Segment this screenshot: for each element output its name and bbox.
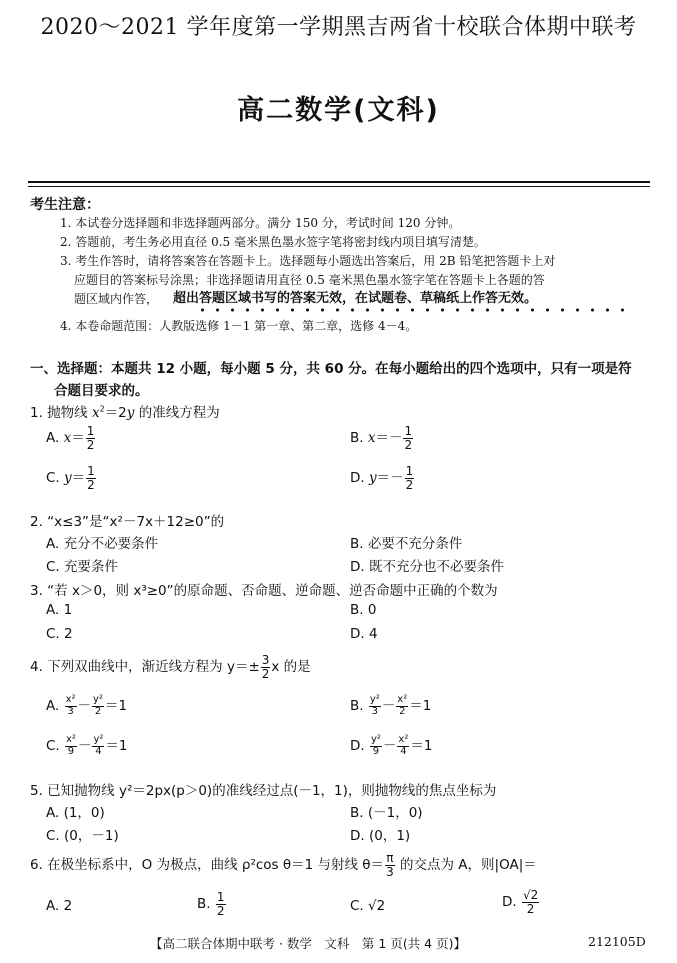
notice-title: 考生注意： bbox=[30, 197, 100, 213]
question-4-option-b: B. $\frac{\text{y²}}{3}$ － $\frac{\text{x²}}{2}$ ＝1 bbox=[350, 694, 432, 717]
notice-item-3-cont: 应题目的答案标号涂黑；非选择题请用直径 0.5 毫米黑色墨水签字笔在答题卡上各题的答 bbox=[74, 273, 545, 287]
question-5-stem: 5. 已知抛物线 y²＝2px(p＞0)的准线经过点(－1，1)，则抛物线的焦点坐标为 bbox=[30, 783, 497, 799]
question-1-option-c: C. y＝ $\frac{1}{2}$ bbox=[46, 464, 95, 492]
question-2-stem: 2. “x≤3”是“x²－7x＋12≥0”的 bbox=[30, 514, 225, 530]
emphasis-dots bbox=[195, 307, 635, 313]
notice-item-1: 1. 本试卷分选择题和非选择题两部分。满分 150 分，考试时间 120 分钟。 bbox=[60, 216, 461, 230]
question-3-option-a: A. 1 bbox=[46, 602, 73, 618]
question-1-stem: 1. 抛物线 $x^2=2y$ 的准线方程为 bbox=[30, 404, 220, 421]
question-4-option-a: A. $\frac{\text{x²}}{3}$ － $\frac{\text{y²}}{2}$ ＝1 bbox=[46, 694, 128, 717]
exam-code: 212105D bbox=[588, 934, 646, 949]
exam-title: 2020～2021 学年度第一学期黑吉两省十校联合体期中联考 bbox=[40, 15, 637, 40]
divider-thick bbox=[28, 181, 650, 183]
fraction: $\frac{3}{2}$ bbox=[261, 653, 270, 681]
question-6-option-c: C. √2 bbox=[350, 898, 386, 914]
question-5-option-d: D. (0，1) bbox=[350, 828, 411, 844]
question-2-option-a: A. 充分不必要条件 bbox=[46, 536, 159, 552]
question-3-option-c: C. 2 bbox=[46, 626, 73, 642]
fraction: $\frac{1}{2}$ bbox=[87, 464, 95, 492]
notice-emphasis: 超出答题区域书写的答案无效，在试题卷、草稿纸上作答无效。 bbox=[173, 291, 538, 306]
question-6-option-b: B. $\frac{1}{2}$ bbox=[197, 890, 225, 918]
question-6-option-d: D. $\frac{√2}{2}$ bbox=[502, 888, 539, 916]
fraction: $\frac{1}{2}$ bbox=[404, 424, 413, 452]
notice-item-4: 4. 本卷命题范围：人教版选修 1－1 第一章、第二章，选修 4－4。 bbox=[60, 319, 418, 333]
question-4-option-d: D. $\frac{\text{y²}}{9}$ － $\frac{\text{x²}}{4}$ ＝1 bbox=[350, 734, 433, 757]
notice-item-2: 2. 答题前，考生务必用直径 0.5 毫米黑色墨水签字笔将密封线内项目填写清楚。 bbox=[60, 235, 486, 249]
question-4-option-c: C. $\frac{\text{x²}}{9}$ － $\frac{\text{y²}}{4}$ ＝1 bbox=[46, 734, 128, 757]
question-3-option-b: B. 0 bbox=[350, 602, 377, 618]
section-heading-line1: 一、选择题：本题共 12 小题，每小题 5 分，共 60 分。在每小题给出的四个选项中，只有一项是符 bbox=[30, 361, 632, 377]
question-1-option-a: A. x＝ $\frac{1}{2}$ bbox=[46, 424, 95, 452]
question-4-stem: 4. 下列双曲线中，渐近线方程为 y＝± $\frac{3}{2}$ x 的是 bbox=[30, 653, 311, 681]
page-footer: 【高二联合体期中联考 · 数学 文科 第 1 页(共 4 页)】 bbox=[150, 936, 466, 951]
question-6-stem: 6. 在极坐标系中，O 为极点，曲线 ρ²cos θ＝1 与射线 θ＝ $\frac{\pi}{3}$ 的交点为 A，则|OA|＝ bbox=[30, 851, 537, 879]
subject-title: 高二数学(文科) bbox=[237, 95, 440, 126]
question-6-option-a: A. 2 bbox=[46, 898, 73, 914]
question-1-option-b: B. x＝－ $\frac{1}{2}$ bbox=[350, 424, 413, 452]
question-2-option-d: D. 既不充分也不必要条件 bbox=[350, 559, 504, 575]
notice-item-3: 3. 考生作答时，请将答案答在答题卡上。选择题每小题选出答案后，用 2B 铅笔把答题卡上对 bbox=[60, 254, 556, 268]
fraction: $\frac{\pi}{3}$ bbox=[386, 851, 394, 879]
notice-item-3-cont2: 题区域内作答， bbox=[74, 292, 159, 306]
fraction: $\frac{1}{2}$ bbox=[405, 464, 414, 492]
question-5-option-b: B. (－1，0) bbox=[350, 805, 423, 821]
question-5-option-a: A. (1，0) bbox=[46, 805, 105, 821]
question-2-option-b: B. 必要不充分条件 bbox=[350, 536, 463, 552]
question-5-option-c: C. (0，－1) bbox=[46, 828, 119, 844]
divider-thin bbox=[28, 186, 650, 187]
question-2-option-c: C. 充要条件 bbox=[46, 559, 119, 575]
fraction: $\frac{1}{2}$ bbox=[86, 424, 95, 452]
question-3-option-d: D. 4 bbox=[350, 626, 378, 642]
section-heading-line2: 合题目要求的。 bbox=[54, 383, 149, 399]
question-3-stem: 3. “若 x＞0，则 x³≥0”的原命题、否命题、逆命题、逆否命题中正确的个数为 bbox=[30, 583, 498, 599]
section-heading bbox=[30, 358, 632, 402]
question-1-option-d: D. y＝－ $\frac{1}{2}$ bbox=[350, 464, 414, 492]
